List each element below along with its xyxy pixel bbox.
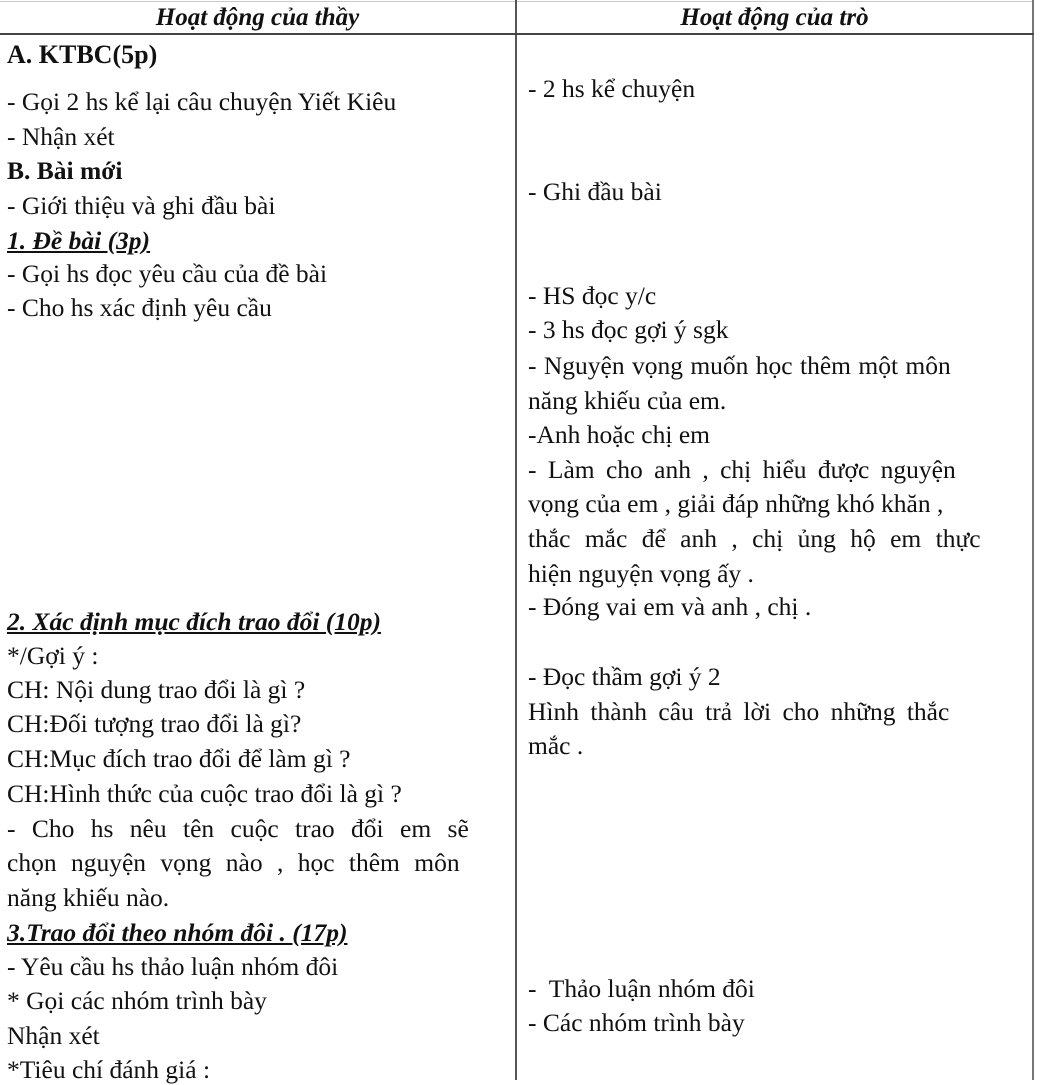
teacher-line: Nhận xét	[7, 1021, 100, 1050]
teacher-line: * Gọi các nhóm trình bày	[7, 986, 267, 1015]
teacher-line: chọn nguyện vọng nào , học thêm môn	[7, 848, 460, 877]
student-line: - Nguyện vọng muốn học thêm một môn	[528, 351, 951, 380]
question-line: CH:Mục đích trao đổi để làm gì ?	[7, 744, 351, 773]
section-heading-bai-moi: B. Bài mới	[7, 156, 123, 185]
student-line: vọng của em , giải đáp những khó khăn ,	[528, 489, 944, 518]
student-line: - Các nhóm trình bày	[528, 1008, 745, 1037]
student-line: - 3 hs đọc gợi ý sgk	[528, 315, 729, 344]
student-line: - Ghi đầu bài	[528, 177, 662, 206]
teacher-line: - Giới thiệu và ghi đầu bài	[7, 191, 276, 220]
teacher-line: - Gọi hs đọc yêu cầu của đề bài	[7, 259, 328, 288]
header-bottom-border	[0, 33, 1034, 35]
student-line: -Anh hoặc chị em	[528, 420, 710, 449]
section-heading-trao-doi: 3.Trao đổi theo nhóm đôi . (17p)	[7, 918, 348, 947]
teacher-line: - Nhận xét	[7, 122, 115, 151]
teacher-line: - Yêu cầu hs thảo luận nhóm đôi	[7, 952, 339, 981]
student-line: - 2 hs kể chuyện	[528, 74, 696, 103]
question-line: CH: Nội dung trao đổi là gì ?	[7, 675, 306, 704]
student-line: mắc .	[528, 731, 584, 760]
student-line: - Đọc thầm gợi ý 2	[528, 662, 721, 691]
teacher-line: - Cho hs nêu tên cuộc trao đổi em sẽ	[7, 814, 469, 843]
teacher-line: - Gọi 2 hs kể lại câu chuyện Yiết Kiêu	[7, 87, 397, 116]
section-heading-de-bai: 1. Đề bài (3p)	[7, 226, 151, 255]
student-column-header: Hoạt động của trò	[680, 4, 869, 31]
column-divider	[515, 0, 517, 1080]
section-heading-ktbc: A. KTBC(5p)	[7, 40, 158, 69]
student-line: thắc mắc để anh , chị ủng hộ em thực	[528, 524, 981, 553]
student-line: hiện nguyện vọng ấy .	[528, 559, 754, 588]
student-line: năng khiếu của em.	[528, 386, 727, 415]
teacher-line: */Gợi ý :	[7, 641, 99, 670]
student-line: - Làm cho anh , chị hiểu được nguyện	[528, 455, 956, 484]
section-heading-muc-dich: 2. Xác định mục đích trao đổi (10p)	[7, 607, 382, 636]
teacher-line: *Tiêu chí đánh giá :	[7, 1055, 211, 1084]
student-line: - Đóng vai em và anh , chị .	[528, 592, 812, 621]
student-line: Hình thành câu trả lời cho những thắc	[528, 697, 950, 726]
table-right-border	[1032, 0, 1034, 1080]
teacher-column-header: Hoạt động của thầy	[155, 4, 360, 31]
student-line: - HS đọc y/c	[528, 281, 657, 310]
question-line: CH:Đối tượng trao đổi là gì?	[7, 709, 302, 738]
teacher-line: năng khiếu nào.	[7, 883, 170, 912]
question-line: CH:Hình thức của cuộc trao đổi là gì ?	[7, 779, 402, 808]
teacher-line: - Cho hs xác định yêu cầu	[7, 293, 272, 322]
student-line: - Thảo luận nhóm đôi	[528, 974, 755, 1003]
